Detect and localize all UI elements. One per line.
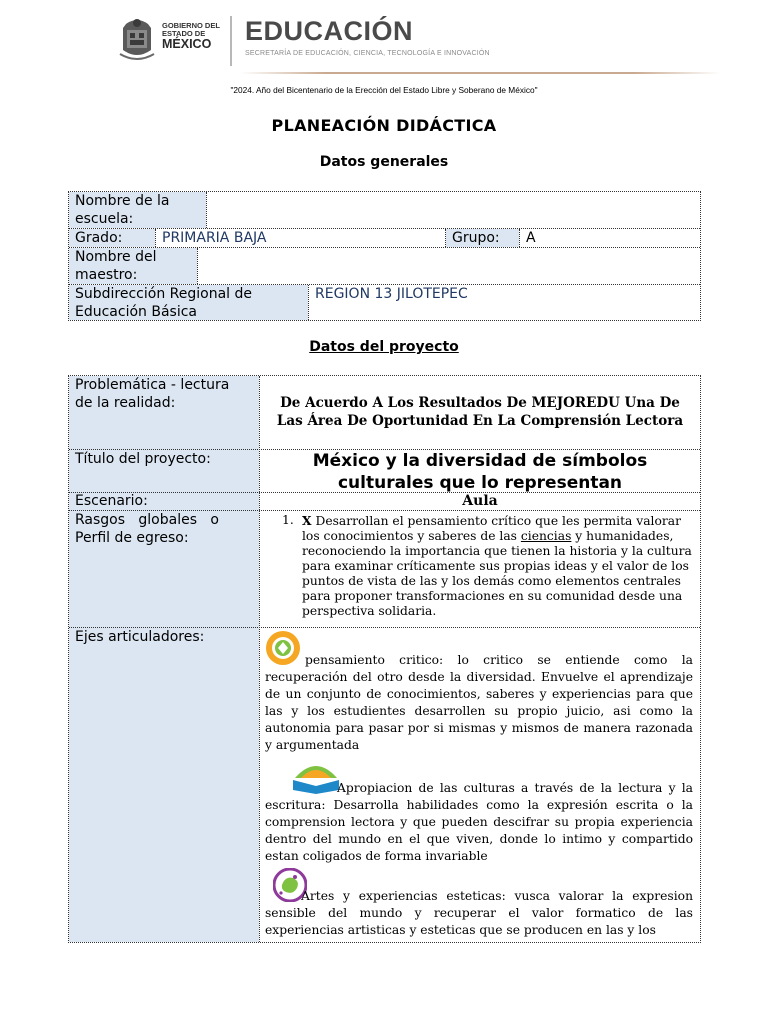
- traits-text-b: y humanidades, reconociendo la importancia que tienen la historia y la cultura para examinar críticamente sus propias ideas y el valor de los puntos de vista de las y los demás como elementos centrales para proponer transformaciones en su comunidad desde una perspectiva solidaria.: [302, 529, 692, 618]
- grade-value: PRIMARIA BAJA: [162, 230, 267, 246]
- gov-line-1: GOBIERNO DEL: [162, 21, 220, 30]
- axis-text: pensamiento critico: lo critico se entiende como la recuperación del otro desde la diversidad. Envuelve el aprendizaje de un conjunto de conocimientos, saberes y experiencias para que las y los estudientes desarrollen su propio juicio, asi como la autonomia para pasar por si mismas y mismos de manera razonada y argumentada: [265, 653, 693, 752]
- scenario-value: Aula: [462, 493, 498, 509]
- project-data-heading: Datos del proyecto: [309, 339, 459, 355]
- project-data-table: [68, 375, 701, 943]
- header-rule: [240, 72, 720, 74]
- school-value: [206, 192, 700, 228]
- school-label: [69, 192, 206, 228]
- scenario-label: Escenario:: [75, 493, 148, 509]
- header-divider: [230, 16, 232, 66]
- region-label-line-2: Educación Básica: [75, 304, 198, 320]
- traits-item-number: 1.: [282, 513, 294, 527]
- education-brand-title: EDUCACIÓN: [245, 16, 414, 46]
- gov-line-2: ESTADO DE: [162, 28, 206, 38]
- teacher-label-line-1: Nombre del: [75, 249, 157, 265]
- education-brand-subtitle: SECRETARÍA DE EDUCACIÓN, CIENCIA, TECNOLOGÍA E INNOVACIÓN: [245, 50, 490, 57]
- state-government-wordmark: [162, 22, 224, 51]
- year-motto: "2024. Año del Bicentenario de la Erección del Estado Libre y Soberano de México": [230, 85, 538, 95]
- problem-label-line-2: de la realidad:: [75, 395, 176, 411]
- project-title-value: México y la diversidad de símbolos culturales que lo representan: [312, 451, 648, 493]
- axes-label: Ejes articuladores:: [75, 629, 205, 645]
- general-data-heading: Datos generales: [319, 154, 449, 170]
- traits-item-mark: X: [302, 513, 312, 528]
- general-data-table: [68, 191, 701, 321]
- traits-list-item: [260, 513, 700, 625]
- school-label-line-2: escuela:: [75, 211, 134, 227]
- problem-label-line-1: Problemática - lectura: [75, 377, 230, 393]
- problem-label: [69, 376, 259, 448]
- axis-item-arts: [265, 868, 693, 942]
- traits-label-line-2: Perfil de egreso:: [75, 530, 189, 546]
- document-title: PLANEACIÓN DIDÁCTICA: [271, 116, 497, 135]
- traits-text-a: Desarrollan el pensamiento crítico que les permita valorar los conocimientos y saberes de las: [302, 514, 681, 543]
- state-seal-logo: [118, 14, 156, 62]
- group-value: A: [526, 230, 536, 246]
- sciences-link[interactable]: ciencias: [520, 529, 572, 543]
- traits-label: [69, 511, 259, 627]
- project-title-label: Título del proyecto:: [75, 451, 211, 467]
- axis-text: Artes y experiencias esteticas: vusca valorar la expresion sensible del mundo y recuperar el valor formatico de las experiencias artisticas y esteticas que se producen en las y los: [265, 889, 693, 937]
- teacher-label: [69, 248, 197, 284]
- traits-label-line-1: Rasgos globales o: [75, 512, 219, 528]
- region-value: REGION 13 JILOTEPEC: [315, 286, 468, 302]
- teacher-value: [198, 248, 700, 284]
- group-label: Grupo:: [446, 229, 519, 247]
- grade-label: Grado:: [69, 229, 155, 247]
- problem-value: De Acuerdo A Los Resultados De MEJOREDU Una De Las Área De Oportunidad En La Comprensión Lectora: [276, 395, 684, 429]
- region-label: [69, 285, 308, 320]
- gov-line-3: MÉXICO: [162, 37, 212, 51]
- teacher-label-line-2: maestro:: [75, 267, 138, 283]
- school-label-line-1: Nombre de la: [75, 193, 170, 209]
- axes-content: [265, 628, 693, 942]
- axis-item-critical-thinking: [265, 628, 693, 756]
- axis-text: Apropiacion de las culturas a través de la lectura y la escritura: Desarrolla habilidades como la expresión escrita o la comprension lectora y que pueden descifrar su propia experiencia dentro del mundo en el que viven, donde lo intimo y compartido estan coligados de forma invariable: [265, 781, 693, 863]
- region-label-line-1: Subdirección Regional de: [75, 286, 253, 302]
- axis-item-reading-culture: [265, 756, 693, 868]
- cell-border: [206, 192, 207, 228]
- traits-item-text: [302, 513, 692, 619]
